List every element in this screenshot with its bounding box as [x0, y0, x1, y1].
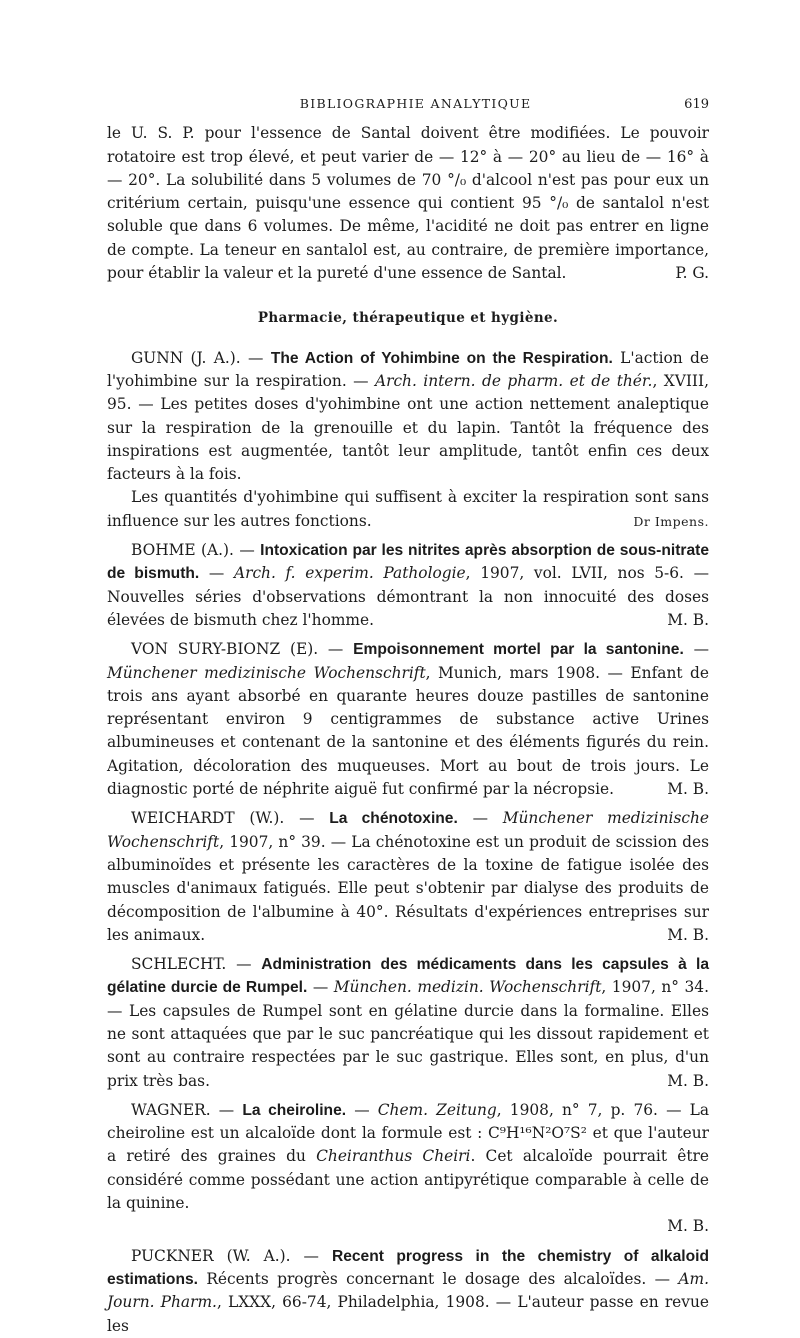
continuation-paragraph [107, 122, 709, 285]
entry-text: , LXXX, 66-74, Philadelphia, 1908. — L'auteur passe en revue les [107, 1293, 709, 1335]
entry-title: Intoxication par les nitrites après absorption de sous-nitrate de bismuth. [107, 542, 709, 583]
entry-author: WAGNER. — [131, 1100, 243, 1119]
entry-text: — [307, 978, 334, 997]
entry-journal: Arch. f. experim. Pathologie [233, 564, 466, 583]
entry-author: PUCKNER (W. A.). — [131, 1246, 332, 1265]
entry-title: Recent progress in the chemistry of alkaloid estimations. [107, 1247, 709, 1288]
entry-text: , 1907, n° 39. — La chénotoxine est un produit de scission des albuminoïdes et présente les caractères de la toxine de fatigue isolée des muscles d'animaux fatigués. Elle peut s'obtenir par dialyse des produits de décomposition de l'albumine à 40°. Résultats d'expériences entreprises sur les animaux. [107, 832, 709, 944]
entry-title: La cheiroline. [242, 1101, 347, 1119]
entry-author: BOHME (A.). — [131, 541, 261, 560]
entry-journal: Am. Journ. Pharm. [107, 1269, 709, 1312]
entry-text: — [346, 1100, 378, 1119]
entry-text: , XVIII, 95. — Les petites doses d'yohimbine ont une action nettement analeptique sur la respiration de la grenouille et du lapin. Tantôt la fréquence des inspirations est augmentée, tantôt leur amplitude, tantôt enfin ces deux facteurs à la fois. [107, 371, 709, 484]
entry-author: SCHLECHT. — [131, 955, 262, 974]
bibliography-entry [107, 539, 709, 632]
entry-text: — [683, 640, 709, 659]
entry-journal: Münchener medizinische Wochenschrift [107, 663, 426, 682]
entry-text: — [457, 809, 503, 828]
running-header [107, 92, 709, 116]
entry-author: VON SURY-BIONZ (E). — [131, 640, 354, 659]
entry-paragraph: Les quantités d'yohimbine qui suffisent à exciter la respiration sont sans influence sur les autres fonctions. [107, 488, 709, 530]
entry-signature: M. B. [667, 1217, 709, 1236]
entry-signature: M. B. [667, 610, 709, 629]
entry-journal: Münchener medizinische Wochenschrift [107, 809, 709, 851]
entry-text: , Munich, mars 1908. — Enfant de trois ans ayant absorbé en quarante heures douze pastilles de santonine représentant environ 9 centigrammes de substance active Urines albumineuses et contenant de la santonine et des éléments figurés du rein. Agitation, décoloration des muqueuses. Mort au bout de trois jours. Le diagnostic porté de néphrite aiguë fut confirmé par la nécropsie. [107, 663, 709, 799]
bibliography-entry [107, 807, 709, 947]
entry-text: , 1907, vol. LVII, nos 5-6. — Nouvelles séries d'observations démontrant la non innocuité des doses élevées de bismuth chez l'homme. [107, 564, 709, 629]
bibliography-entry [107, 347, 709, 533]
continuation-signature: P. G. [675, 264, 709, 283]
bibliography-entry [107, 1099, 709, 1239]
journal-page [107, 92, 709, 1338]
entry-journal: Chem. Zeitung [377, 1100, 497, 1119]
entry-species: Cheiranthus Cheiri [316, 1147, 471, 1166]
continuation-text: le U. S. P. pour l'essence de Santal doivent être modifiées. Le pouvoir rotatoire est trop élevé, et peut varier de — 12° à — 20° au lieu de — 16° à — 20°. La solubilité dans 5 volumes de 70 °/₀ d'alcool n'est pas pour eux un critérium certain, puisqu'une essence qui contient 95 °/₀ de santalol n'est soluble que dans 6 volumes. De même, l'acidité ne doit pas entrer en ligne de compte. La teneur en santalol est, au contraire, de première importance, pour établir la valeur et la pureté d'une essence de Santal. [107, 124, 709, 283]
section-heading: Pharmacie, thérapeutique et hygiène. [257, 310, 559, 327]
bibliography-entry [107, 1245, 709, 1338]
entry-journal: München. medizin. Wochenschrift [333, 978, 602, 997]
bibliography-entry [107, 638, 709, 801]
entry-title: Administration des médicaments dans les capsules à la gélatine durcie de Rumpel. [107, 956, 709, 997]
running-title: BIBLIOGRAPHIE ANALYTIQUE [299, 96, 532, 111]
entry-text: L'action de l'yohimbine sur la respiration. — [107, 348, 710, 390]
entry-title: The Action of Yohimbine on the Respiration. [270, 349, 613, 367]
page-number: 619 [684, 97, 709, 112]
entry-title: La chénotoxine. [329, 810, 458, 828]
entry-title: Empoisonnement mortel par la santonine. [353, 641, 684, 659]
entry-signature: M. B. [667, 925, 709, 944]
entry-journal: Arch. intern. de pharm. et de thér. [374, 371, 653, 390]
entry-text: , 1908, n° 7, p. 76. — La cheiroline est un alcaloïde dont la formule est : C⁹H¹⁶N²O⁷S² et que l'auteur a retiré des graines du [107, 1100, 709, 1166]
entry-text: , 1907, n° 34. — Les capsules de Rumpel sont en gélatine durcie dans la formaline. Elles ne sont attaquées que par le suc pancréatique qui les dissout rapidement et sont au contraire respectées par le suc gastrique. Elles sont, en plus, d'un prix très bas. [107, 978, 709, 1090]
entry-signature: M. B. [667, 1071, 709, 1090]
entry-author: GUNN (J. A.). — [131, 348, 271, 367]
entry-author: WEICHARDT (W.). — [131, 809, 330, 828]
entry-signature: Dr Impens. [633, 513, 709, 529]
entry-signature: M. B. [667, 780, 709, 799]
entry-text: Récents progrès concernant le dosage des alcaloïdes. — [198, 1269, 679, 1288]
bibliography-entry [107, 953, 709, 1093]
entry-text: . Cet alcaloïde pourrait être considéré comme possédant une action antipyrétique comparable à celle de la quinine. [107, 1147, 710, 1213]
entry-text: — [199, 564, 234, 583]
